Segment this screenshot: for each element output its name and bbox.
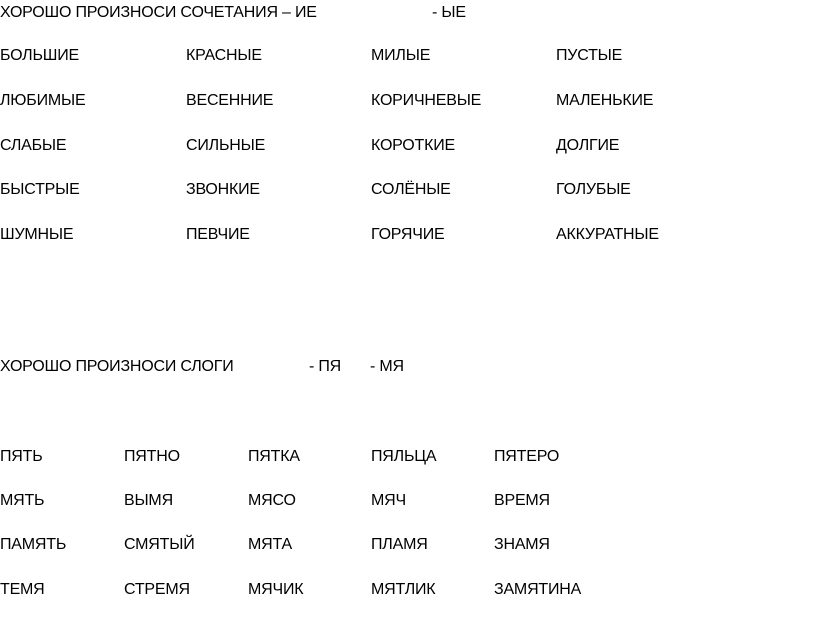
word: МЯТА <box>248 536 292 553</box>
word: ВЕСЕННИЕ <box>186 92 274 109</box>
word: ВЫМЯ <box>124 492 173 509</box>
word: ПЯТКА <box>248 448 300 465</box>
section2-heading: ХОРОШО ПРОИЗНОСИ СЛОГИ <box>0 358 234 375</box>
word: ПЕВЧИЕ <box>186 226 250 243</box>
word: ПЯЛЬЦА <box>371 448 437 465</box>
word: МИЛЫЕ <box>371 47 431 64</box>
section1-heading-suffix: - ЫЕ <box>432 4 466 21</box>
word: КОРОТКИЕ <box>371 137 456 154</box>
word: ЛЮБИМЫЕ <box>0 92 86 109</box>
word: ПУСТЫЕ <box>556 47 623 64</box>
word: ШУМНЫЕ <box>0 226 74 243</box>
word: КРАСНЫЕ <box>186 47 262 64</box>
word: АККУРАТНЫЕ <box>556 226 659 243</box>
word: ПЯТЕРО <box>494 448 560 465</box>
word: ДОЛГИЕ <box>556 137 620 154</box>
word: МЯСО <box>248 492 296 509</box>
word: СМЯТЫЙ <box>124 536 195 553</box>
word: ТЕМЯ <box>0 581 45 598</box>
section2-syllable-2: - МЯ <box>370 358 404 375</box>
word: СОЛЁНЫЕ <box>371 181 451 198</box>
section2-syllable-1: - ПЯ <box>309 358 342 375</box>
word: ЗНАМЯ <box>494 536 550 553</box>
word: БОЛЬШИЕ <box>0 47 80 64</box>
word: СЛАБЫЕ <box>0 137 67 154</box>
word: МАЛЕНЬКИЕ <box>556 92 654 109</box>
word: ГОРЯЧИЕ <box>371 226 445 243</box>
section1-heading: ХОРОШО ПРОИЗНОСИ СОЧЕТАНИЯ – ИЕ <box>0 4 317 21</box>
word: МЯЧ <box>371 492 406 509</box>
word: МЯТЬ <box>0 492 45 509</box>
word: МЯТЛИК <box>371 581 436 598</box>
word: ГОЛУБЫЕ <box>556 181 631 198</box>
word: ПЯТЬ <box>0 448 43 465</box>
word: ЗАМЯТИНА <box>494 581 582 598</box>
word: БЫСТРЫЕ <box>0 181 80 198</box>
word: ВРЕМЯ <box>494 492 550 509</box>
word: ПАМЯТЬ <box>0 536 67 553</box>
word: ПЛАМЯ <box>371 536 428 553</box>
word: ЗВОНКИЕ <box>186 181 260 198</box>
word: КОРИЧНЕВЫЕ <box>371 92 482 109</box>
word: СТРЕМЯ <box>124 581 190 598</box>
word: ПЯТНО <box>124 448 180 465</box>
word: МЯЧИК <box>248 581 304 598</box>
word: СИЛЬНЫЕ <box>186 137 266 154</box>
